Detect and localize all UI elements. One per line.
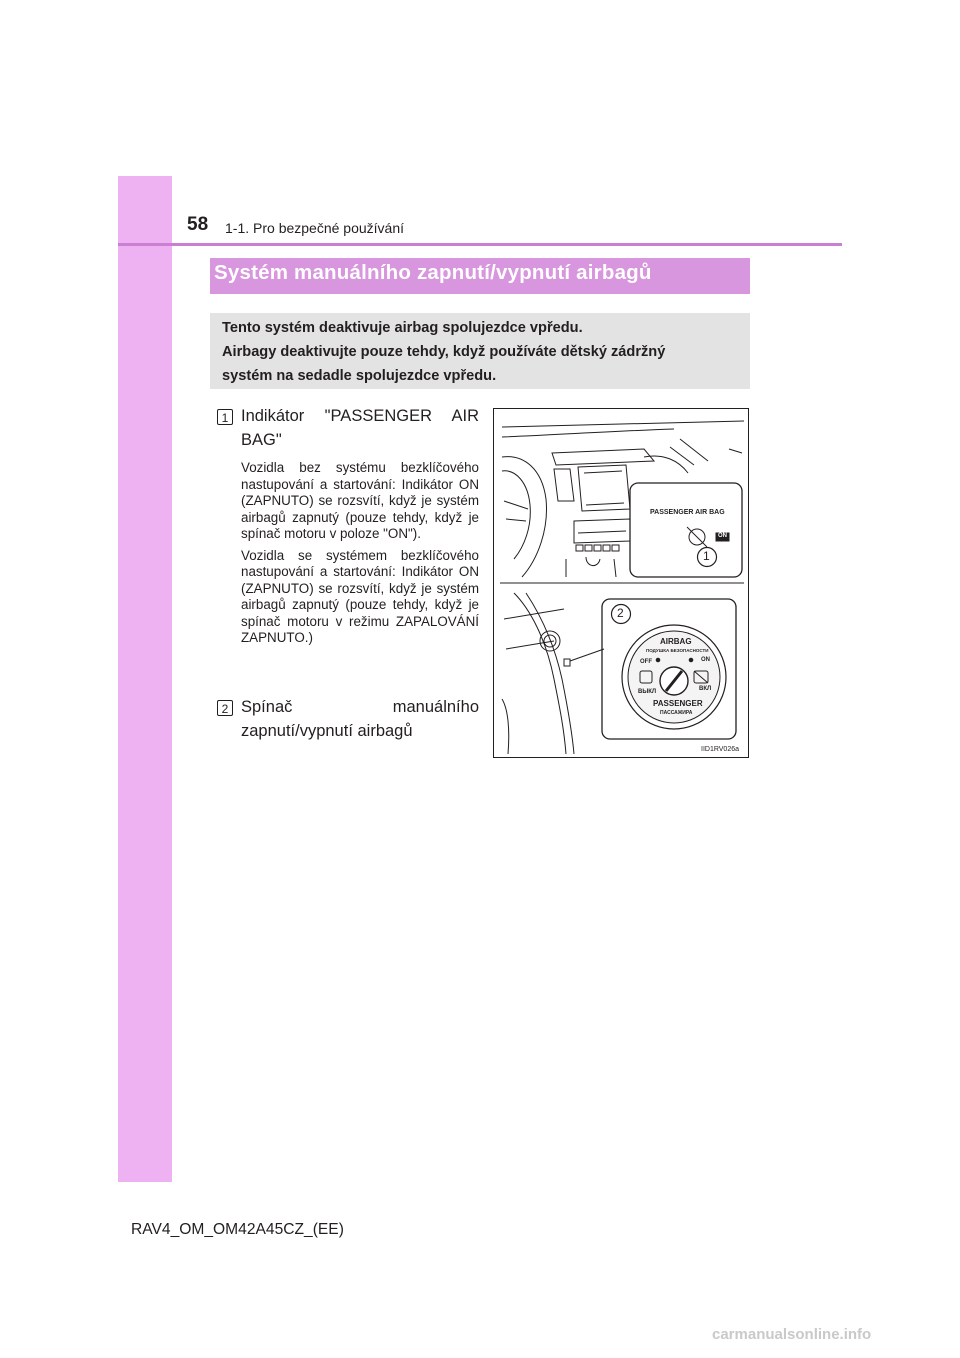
item-number-badge: 1 — [217, 409, 233, 425]
switch-off-label: OFF — [640, 659, 652, 665]
indicator-on-label: ON — [718, 533, 727, 539]
item-2-title: Spínač manuálního zapnutí/vypnutí airbagů — [241, 698, 479, 740]
switch-airbag-label: AIRBAG — [660, 637, 692, 646]
item-number-badge: 2 — [217, 700, 233, 716]
illustration-drawing — [494, 409, 749, 758]
side-tab-strip — [118, 176, 172, 1182]
intro-line: Tento systém deaktivuje airbag spolujezdce vpředu. — [222, 320, 583, 336]
chapter-title: 1-1. Pro bezpečné používání — [225, 220, 405, 236]
intro-box — [210, 313, 750, 389]
switch-on-label: ON — [701, 657, 710, 663]
item-1-paragraph: Vozidla se systémem bezklíčového nastupování a startování: Indikátor ON (ZAPNUTO) se rozsvítí, když je systém airbagů zapnutý (pouze tehdy, když je spínač motoru v režimu ZAPALOVÁNÍ ZAPNUTO.) — [241, 547, 479, 645]
section-title-bar — [210, 258, 750, 294]
item-1 — [241, 404, 479, 647]
manual-code: RAV4_OM_OM42A45CZ_(EE) — [131, 1221, 344, 1238]
airbag-switch-illustration — [493, 408, 749, 758]
item-1-title: Indikátor "PASSENGER AIR BAG" — [241, 407, 479, 449]
intro-line: systém na sedadle spolujezdce vpředu. — [222, 368, 497, 384]
figure-code: IID1RV026a — [701, 746, 740, 753]
indicator-label: PASSENGER AIR BAG — [650, 509, 725, 516]
header-rule — [118, 243, 842, 246]
switch-airbag-ru-label: ПОДУШКА БЕЗОПАСНОСТИ — [646, 648, 709, 653]
switch-passenger-ru-label: ПАССАЖИРА — [660, 710, 693, 716]
section-title: Systém manuálního zapnutí/vypnutí airbagů — [214, 261, 652, 284]
switch-on-ru-label: ВКЛ — [699, 686, 712, 692]
switch-off-ru-label: ВЫКЛ — [638, 689, 657, 695]
item-1-paragraph: Vozidla bez systému bezklíčového nastupování a startování: Indikátor ON (ZAPNUTO) se rozsvítí, když je systém airbagů zapnutý (pouze tehdy, když je spínač motoru v poloze "ON"). — [241, 460, 479, 541]
switch-passenger-label: PASSENGER — [653, 699, 703, 708]
item-2 — [241, 695, 479, 743]
intro-line: Airbagy deaktivujte pouze tehdy, když používáte dětský zádržný — [222, 344, 666, 360]
callout-1: 1 — [703, 549, 710, 563]
watermark: carmanualsonline.info — [712, 1326, 872, 1343]
page-number: 58 — [187, 214, 209, 235]
callout-2: 2 — [617, 606, 624, 620]
